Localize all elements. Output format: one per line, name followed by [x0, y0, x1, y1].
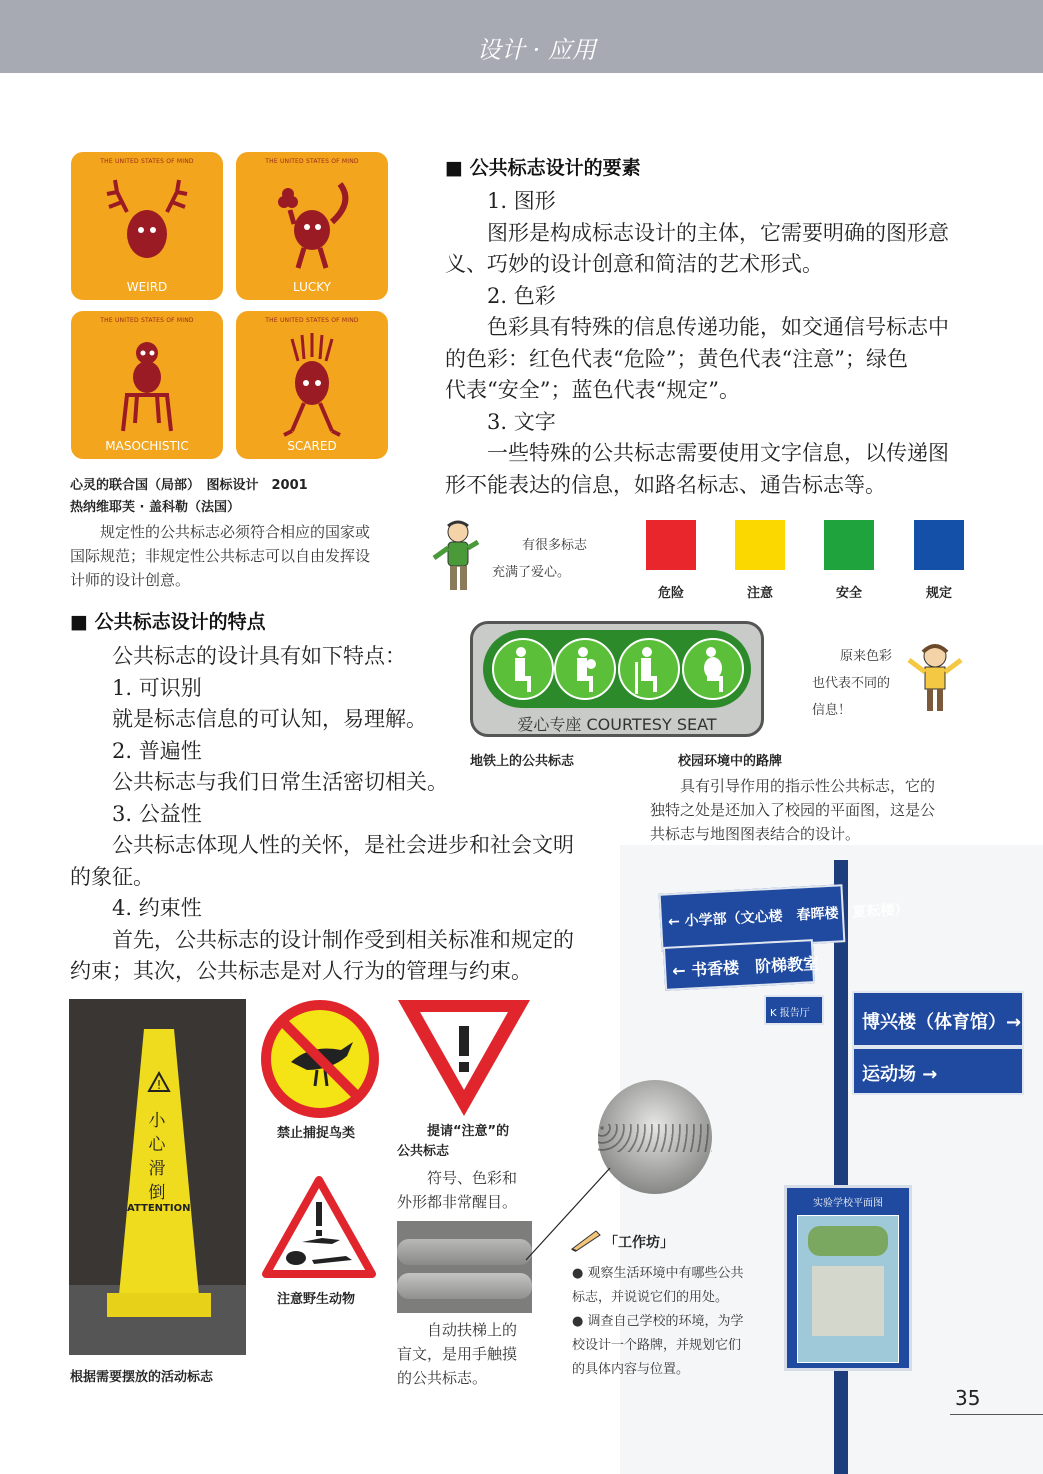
section1-line: 的色彩：红色代表“危险”；黄色代表“注意”；绿色 — [445, 346, 908, 371]
section2-line: 2. 普遍性 — [112, 738, 202, 763]
caption-attention-line: 公共标志 — [397, 1144, 450, 1159]
card-weird — [71, 152, 223, 300]
cartoon-girl-icon — [905, 642, 965, 717]
workshop-title: 「工作坊」 — [604, 1235, 674, 1251]
workshop-item-line: ● 观察生活环境中有哪些公共 — [572, 1266, 744, 1281]
section2-line: 4. 约束性 — [112, 896, 202, 920]
no-bird-catching-icon — [261, 1000, 379, 1118]
caption-attention-line: 提请“注意”的 — [427, 1124, 510, 1139]
antler-creature-icon — [97, 172, 197, 282]
page-header-bar — [0, 0, 1043, 73]
attention-triangle-icon — [396, 998, 532, 1120]
cards-caption-line2: 热纳维耶芙 · 盖科勒（法国） — [70, 500, 240, 515]
section2-line: 首先，公共标志的设计制作受到相关标准和规定的 — [112, 927, 574, 952]
sign-gymnasium: 博兴楼（体育馆）→ — [852, 991, 1024, 1047]
page-number: 35 — [955, 1386, 981, 1410]
cone-char: 心 — [148, 1135, 166, 1155]
attention-note — [397, 1166, 537, 1214]
section1-line: 代表“安全”；蓝色代表“规定”。 — [445, 378, 740, 402]
card-scared — [236, 311, 388, 459]
caption-wildlife: 注意野生动物 — [277, 1292, 356, 1307]
section2-line: 公共标志与我们日常生活密切相关。 — [112, 770, 448, 794]
swatch-label-danger: 危险 — [657, 586, 684, 601]
signpost-pole — [834, 860, 848, 1474]
card-label: MASOCHISTIC — [105, 439, 189, 453]
campus-note-line: 独特之处是还加入了校园的平面图，这是公 — [650, 801, 936, 819]
workshop-item-line: 标志，并说说它们的用处。 — [572, 1290, 729, 1305]
spiky-creature-icon — [262, 331, 362, 441]
braille-note-line: 的公共标志。 — [397, 1369, 488, 1387]
section1-line: 图形是构成标志设计的主体，它需要明确的图形意 — [487, 220, 949, 245]
bubble-line: 也代表不同的 — [812, 676, 891, 691]
card-masochistic — [71, 311, 223, 459]
cone-char: 滑 — [148, 1159, 166, 1179]
swatch-label-safety: 安全 — [835, 586, 862, 601]
section2-line: 约束；其次，公共标志是对人行为的管理与约束。 — [70, 959, 532, 983]
handrail-photo — [397, 1221, 532, 1313]
card-label: WEIRD — [126, 280, 168, 294]
left-note-line: 规定性的公共标志必须符合相应的国家或 — [100, 523, 371, 541]
caption-campus: 校园环境中的路牌 — [678, 754, 783, 769]
swatch-green — [824, 520, 874, 570]
workshop-items — [572, 1262, 772, 1382]
section2-line: 1. 可识别 — [112, 675, 202, 700]
swatch-label-caution: 注意 — [746, 586, 773, 601]
section1-line: 2. 色彩 — [487, 283, 556, 308]
card-top-text: THE UNITED STATES OF MIND — [265, 158, 359, 165]
sign-small-hall: K 报告厅 — [764, 995, 824, 1025]
cone-photo — [69, 999, 246, 1355]
section2-line: 公共标志的设计具有如下特点： — [112, 644, 406, 668]
caption-bird: 禁止捕捉鸟类 — [277, 1126, 356, 1141]
bubble-line: 有很多标志 — [522, 538, 588, 553]
left-note — [70, 520, 400, 592]
section2-line: 的象征。 — [70, 864, 154, 889]
bubble-line: 信息！ — [812, 703, 852, 718]
section1-line: 一些特殊的公共标志需要使用文字信息，以传递图 — [487, 441, 949, 465]
bubble-text-2 — [812, 643, 912, 724]
page-number-rule — [950, 1414, 1043, 1415]
section2-line: 公共标志体现人性的关怀，是社会进步和社会文明 — [112, 833, 574, 857]
caption-cone: 根据需要摆放的活动标志 — [70, 1370, 214, 1385]
section2-line: 就是标志信息的可认知，易理解。 — [112, 707, 427, 731]
cards-caption-line1: 心灵的联合国（局部） 图标设计 2001 — [70, 478, 308, 493]
bubble-line: 原来色彩 — [840, 649, 893, 664]
swatch-yellow — [735, 520, 785, 570]
wildlife-warning-icon — [262, 1176, 376, 1280]
campus-map — [797, 1215, 899, 1363]
swatch-blue — [914, 520, 964, 570]
cartoon-boy-icon — [432, 520, 482, 596]
braille-note — [397, 1318, 542, 1390]
bubble-text-1 — [492, 532, 602, 586]
bubble-line: 充满了爱心。 — [492, 565, 571, 580]
sign-primary-school: ← 小学部（文心楼 春晖楼 夏耘楼） — [659, 884, 846, 952]
campus-map-board — [784, 1185, 912, 1371]
section1-line: 1. 图形 — [487, 189, 556, 213]
left-note-line: 计师的设计创意。 — [70, 571, 191, 589]
swatch-red — [646, 520, 696, 570]
courtesy-seat-sign — [470, 621, 764, 737]
card-top-text: THE UNITED STATES OF MIND — [265, 317, 359, 324]
section1-line: 义、巧妙的设计创意和简洁的艺术形式。 — [445, 252, 823, 276]
card-lucky — [236, 152, 388, 300]
cone-char: 小 — [148, 1111, 166, 1131]
page-header-title: 设计 · 应用 — [477, 36, 596, 64]
campus-note — [650, 774, 980, 846]
section1-line: 色彩具有特殊的信息传递功能，如交通信号标志中 — [487, 315, 949, 339]
clover-creature-icon — [262, 172, 362, 282]
section2-title: ■ 公共标志设计的特点 — [70, 611, 266, 633]
pencil-hand-icon — [570, 1227, 604, 1253]
sign-sports-field: 运动场 → — [852, 1047, 1024, 1095]
campus-note-line: 具有引导作用的指示性公共标志，它的 — [680, 777, 936, 795]
section1-body — [445, 186, 970, 501]
card-top-text: THE UNITED STATES OF MIND — [100, 158, 194, 165]
card-label: SCARED — [287, 439, 337, 453]
cone-en-text: ATTENTION — [127, 1203, 191, 1214]
attention-note-line: 外形都非常醒目。 — [397, 1193, 518, 1211]
attention-note-line: 符号、色彩和 — [427, 1169, 518, 1187]
card-label: LUCKY — [292, 280, 332, 294]
campus-note-line: 共标志与地图图表结合的设计。 — [650, 825, 861, 843]
workshop-item-line: 校设计一个路牌，并规划它们 — [572, 1338, 742, 1353]
section2-line: 3. 公益性 — [112, 801, 202, 826]
sign-library: ← 书香楼 阶梯教室 — [663, 939, 815, 991]
caption-attention — [397, 1122, 537, 1162]
swatch-label-regulation: 规定 — [925, 586, 952, 601]
seat-sign-text: 爱心专座 COURTESY SEAT — [517, 715, 717, 734]
workshop-item-line: ● 调查自己学校的环境，为学 — [572, 1314, 744, 1329]
seat-icons — [487, 632, 749, 706]
workshop-item-line: 的具体内容与位置。 — [572, 1362, 690, 1377]
cone-char: 倒 — [148, 1183, 166, 1203]
section1-title: ■ 公共标志设计的要素 — [445, 157, 641, 179]
cone-cn-text — [145, 1109, 169, 1205]
braille-note-line: 自动扶梯上的 — [427, 1321, 518, 1339]
section1-line: 形不能表达的信息，如路名标志、通告标志等。 — [445, 472, 886, 497]
braille-note-line: 盲文，是用手触摸 — [397, 1345, 518, 1363]
caption-subway: 地铁上的公共标志 — [470, 754, 575, 769]
left-note-line: 国际规范；非规定性公共标志可以自由发挥设 — [70, 547, 371, 565]
svg-text:!: ! — [156, 1078, 162, 1092]
card-top-text: THE UNITED STATES OF MIND — [100, 317, 194, 324]
campus-map-title: 实验学校平面图 — [813, 1198, 883, 1209]
section1-line: 3. 文字 — [487, 409, 556, 434]
chair-creature-icon — [97, 331, 197, 441]
